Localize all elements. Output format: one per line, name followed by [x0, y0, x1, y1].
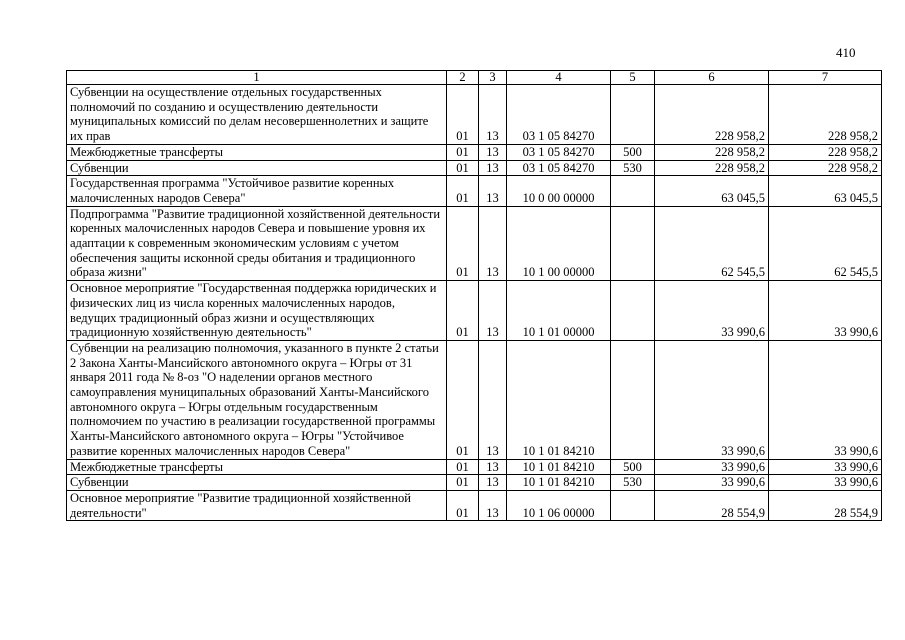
table-row: [67, 490, 882, 520]
table-row: [67, 475, 882, 491]
row-name: Государственная программа "Устойчивое развитие коренных малочисленных народов Севера": [67, 176, 447, 206]
subsection-code: 13: [479, 160, 507, 176]
target-article-code: 03 1 05 84270: [507, 144, 611, 160]
amount-col-7: 62 545,5: [769, 206, 882, 281]
expense-type-code: [611, 206, 655, 281]
amount-col-6: 33 990,6: [655, 340, 769, 459]
section-code: 01: [447, 340, 479, 459]
column-header: 2: [447, 71, 479, 85]
expense-type-code: [611, 85, 655, 145]
table-row: [67, 176, 882, 206]
row-name: Основное мероприятие "Государственная поддержка юридических и физических лиц из числа коренных малочисленных народов, ведущих традиционный образ жизни и осуществляющих традиционную хозяйственную деятельность": [67, 281, 447, 341]
expense-type-code: 500: [611, 459, 655, 475]
table-row: [67, 281, 882, 341]
column-header: 6: [655, 71, 769, 85]
expense-type-code: [611, 340, 655, 459]
table-row: [67, 459, 882, 475]
table-row: [67, 160, 882, 176]
subsection-code: 13: [479, 475, 507, 491]
amount-col-7: 33 990,6: [769, 281, 882, 341]
section-code: 01: [447, 206, 479, 281]
amount-col-7: 33 990,6: [769, 340, 882, 459]
expense-type-code: [611, 281, 655, 341]
subsection-code: 13: [479, 144, 507, 160]
expense-type-code: 530: [611, 475, 655, 491]
amount-col-6: 228 958,2: [655, 160, 769, 176]
row-name: Межбюджетные трансферты: [67, 459, 447, 475]
amount-col-7: 63 045,5: [769, 176, 882, 206]
row-name: Основное мероприятие "Развитие традиционной хозяйственной деятельности": [67, 490, 447, 520]
target-article-code: 10 1 00 00000: [507, 206, 611, 281]
subsection-code: 13: [479, 340, 507, 459]
amount-col-7: 28 554,9: [769, 490, 882, 520]
amount-col-6: 228 958,2: [655, 144, 769, 160]
amount-col-7: 228 958,2: [769, 160, 882, 176]
target-article-code: 10 1 01 00000: [507, 281, 611, 341]
amount-col-7: 228 958,2: [769, 85, 882, 145]
section-code: 01: [447, 475, 479, 491]
table-row: [67, 206, 882, 281]
target-article-code: 10 0 00 00000: [507, 176, 611, 206]
amount-col-7: 33 990,6: [769, 475, 882, 491]
amount-col-7: 228 958,2: [769, 144, 882, 160]
target-article-code: 03 1 05 84270: [507, 85, 611, 145]
expense-type-code: 530: [611, 160, 655, 176]
table-row: [67, 144, 882, 160]
subsection-code: 13: [479, 176, 507, 206]
page-number: 410: [836, 45, 856, 60]
amount-col-6: 33 990,6: [655, 459, 769, 475]
table-row: [67, 85, 882, 145]
amount-col-6: 228 958,2: [655, 85, 769, 145]
subsection-code: 13: [479, 85, 507, 145]
column-header: 1: [67, 71, 447, 85]
subsection-code: 13: [479, 281, 507, 341]
budget-table: [66, 70, 882, 521]
section-code: 01: [447, 490, 479, 520]
subsection-code: 13: [479, 206, 507, 281]
target-article-code: 10 1 01 84210: [507, 475, 611, 491]
subsection-code: 13: [479, 490, 507, 520]
column-header: 4: [507, 71, 611, 85]
amount-col-6: 62 545,5: [655, 206, 769, 281]
target-article-code: 10 1 01 84210: [507, 340, 611, 459]
expense-type-code: 500: [611, 144, 655, 160]
amount-col-6: 63 045,5: [655, 176, 769, 206]
section-code: 01: [447, 176, 479, 206]
section-code: 01: [447, 144, 479, 160]
amount-col-6: 33 990,6: [655, 281, 769, 341]
target-article-code: 10 1 01 84210: [507, 459, 611, 475]
target-article-code: 10 1 06 00000: [507, 490, 611, 520]
column-header: 7: [769, 71, 882, 85]
section-code: 01: [447, 281, 479, 341]
column-header: 5: [611, 71, 655, 85]
row-name: Субвенции на реализацию полномочия, указанного в пункте 2 статьи 2 Закона Ханты-Мансийского автономного округа – Югры от 31 января 2011 года № 8-оз "О наделении органов местного самоуправления муниципальных образований Ханты-Мансийского автономного округа – Югры отдельным государственным полномочием по участию в реализации государственной программы Ханты-Мансийского автономного округа – Югры "Устойчивое развитие коренных малочисленных народов Севера": [67, 340, 447, 459]
row-name: Подпрограмма "Развитие традиционной хозяйственной деятельности коренных малочисленных народов Севера и повышение уровня их адаптации к современным экономическим условиям с учетом обеспечения защиты исконной среды обитания и традиционного образа жизни": [67, 206, 447, 281]
column-header: 3: [479, 71, 507, 85]
row-name: Субвенции на осуществление отдельных государственных полномочий по созданию и осуществлению деятельности муниципальных комиссий по делам несовершеннолетних и защите их прав: [67, 85, 447, 145]
amount-col-7: 33 990,6: [769, 459, 882, 475]
section-code: 01: [447, 459, 479, 475]
row-name: Субвенции: [67, 475, 447, 491]
table-row: [67, 340, 882, 459]
section-code: 01: [447, 160, 479, 176]
row-name: Субвенции: [67, 160, 447, 176]
section-code: 01: [447, 85, 479, 145]
row-name: Межбюджетные трансферты: [67, 144, 447, 160]
amount-col-6: 33 990,6: [655, 475, 769, 491]
expense-type-code: [611, 176, 655, 206]
target-article-code: 03 1 05 84270: [507, 160, 611, 176]
subsection-code: 13: [479, 459, 507, 475]
table-header-row: [67, 71, 882, 85]
amount-col-6: 28 554,9: [655, 490, 769, 520]
expense-type-code: [611, 490, 655, 520]
